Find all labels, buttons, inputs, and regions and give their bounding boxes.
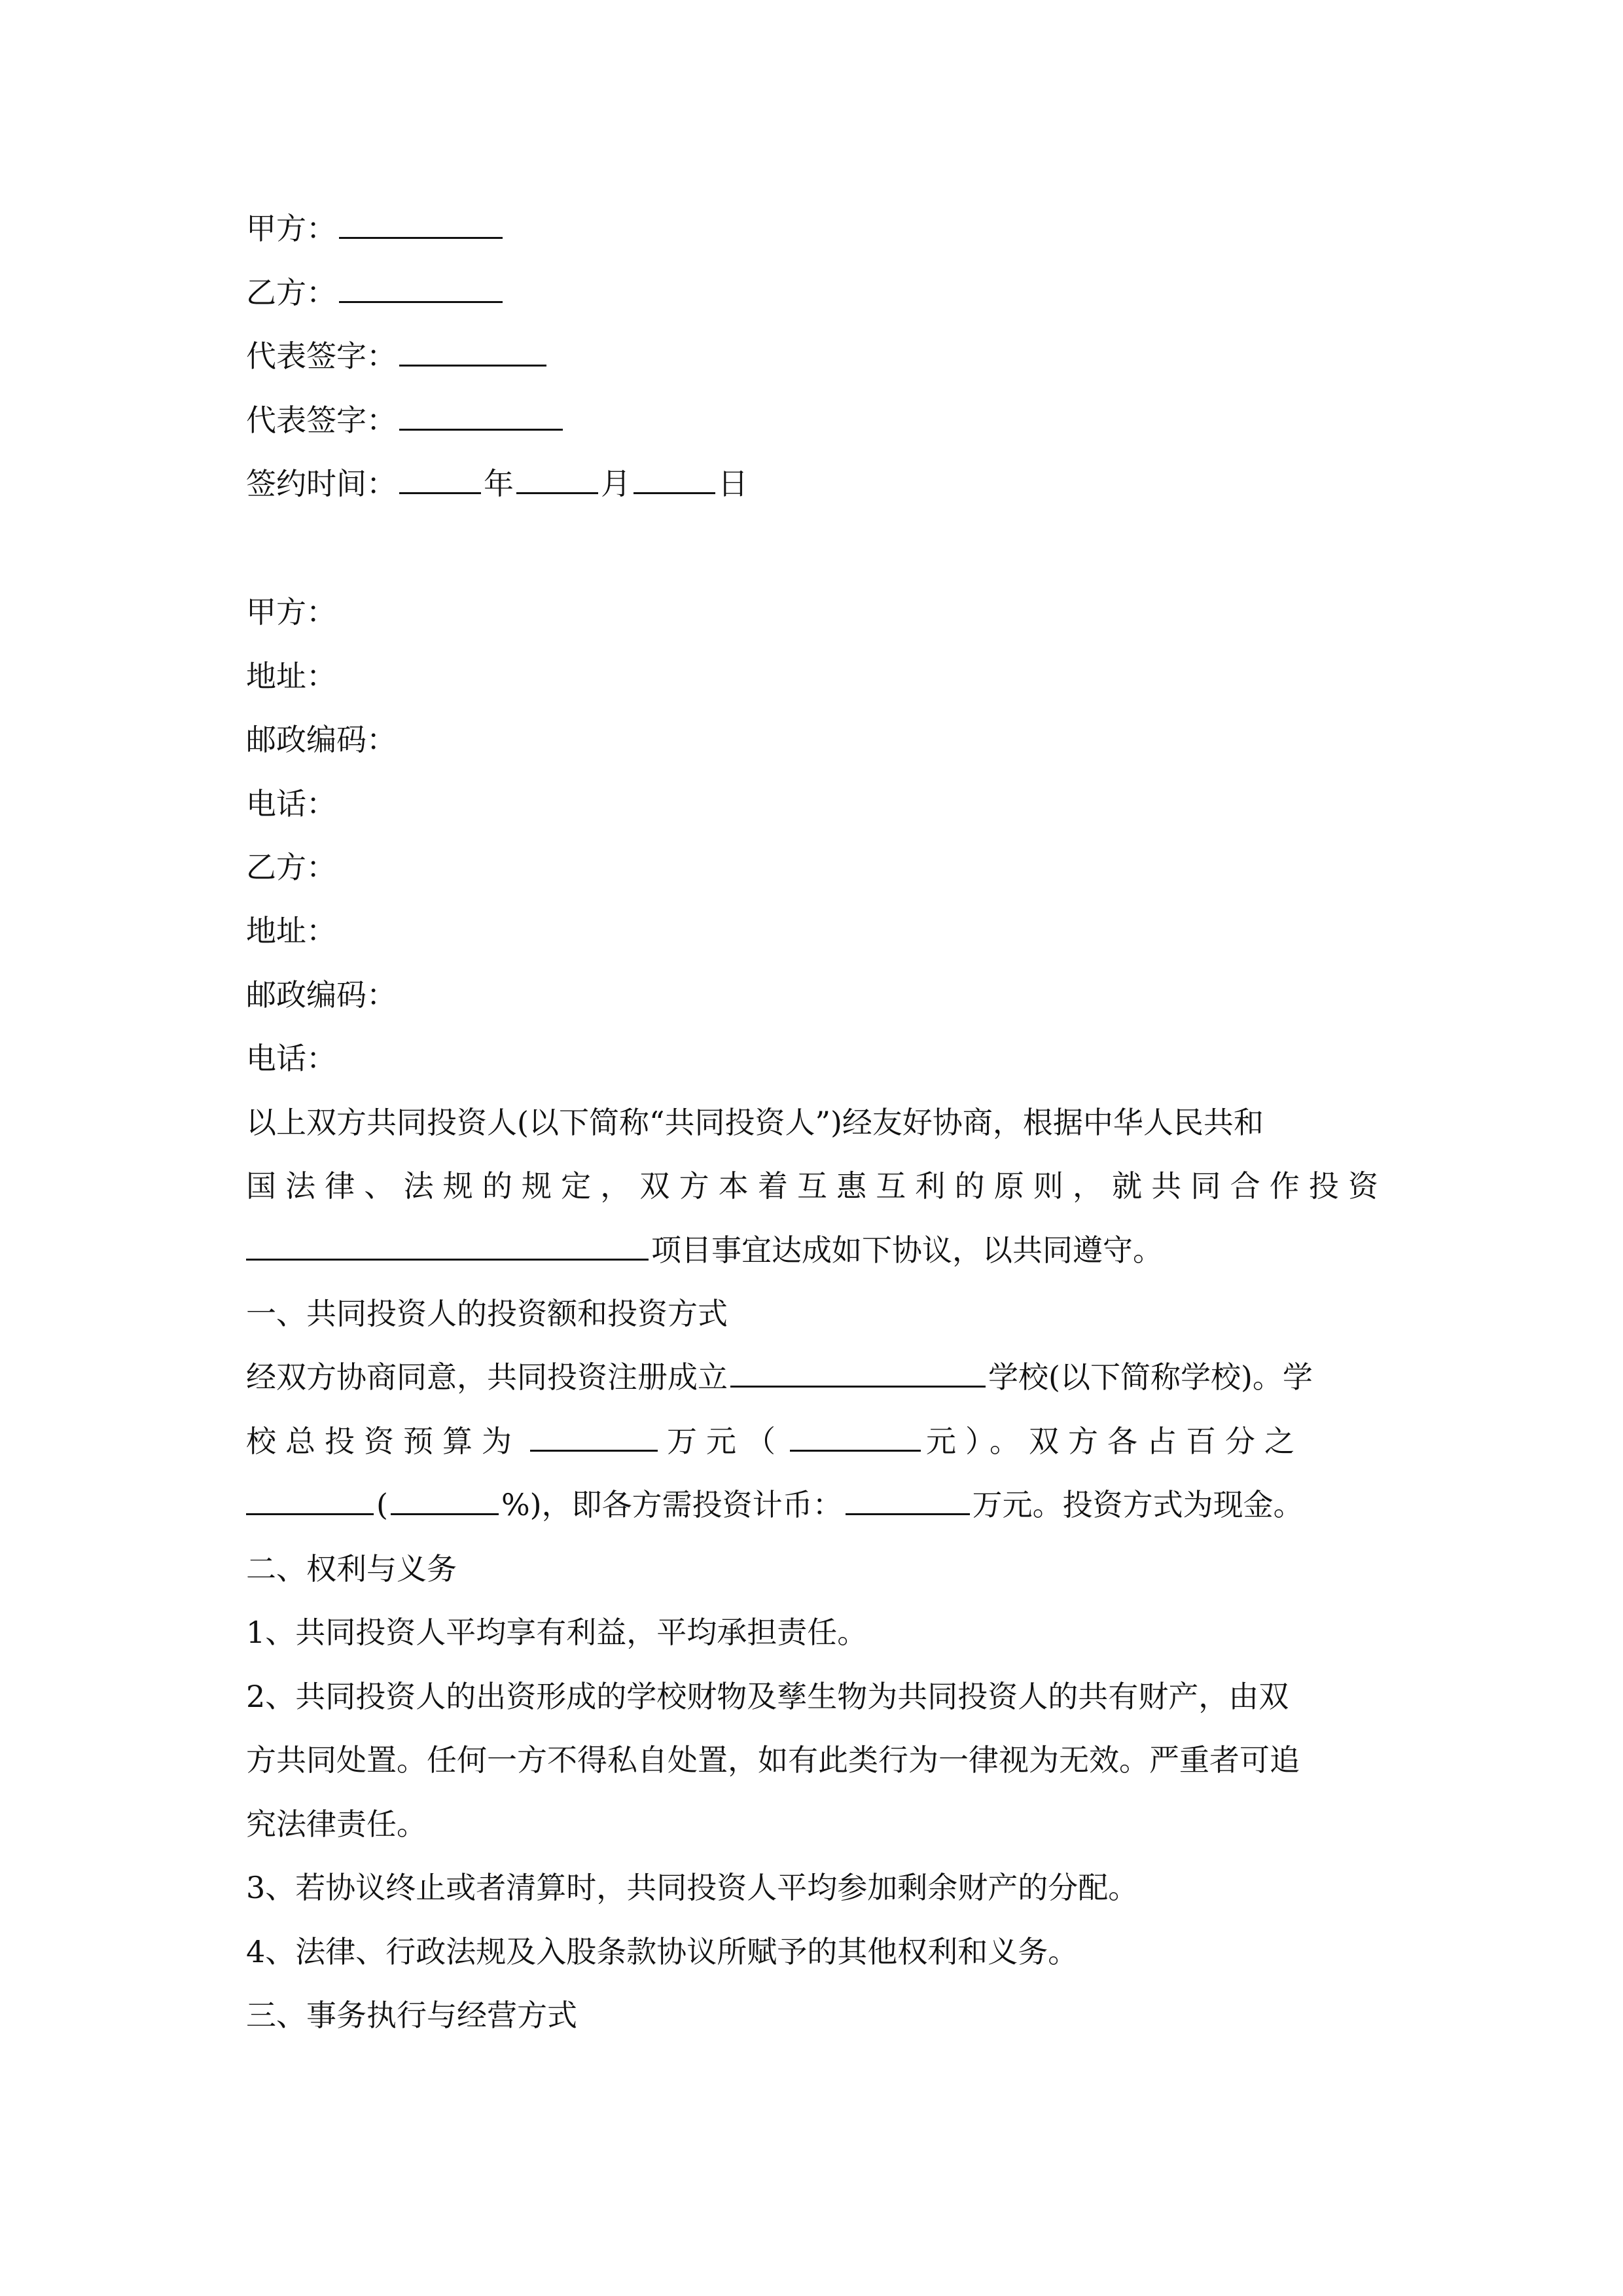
section-1-line-1-suffix: 学校(以下简称学校)。学	[988, 1359, 1313, 1395]
section-2-item-2-line-3: 究法律责任。	[246, 1806, 427, 1842]
rep-sign-label-1: 代表签字：	[246, 338, 397, 374]
section-1-line-2-mid2: 元）。双方各占百分之	[926, 1424, 1304, 1459]
day-label: 日	[718, 466, 748, 501]
party-b-title: 乙方：	[246, 850, 336, 885]
party-a-address: 地址：	[246, 658, 336, 694]
project-name-blank[interactable]	[246, 1258, 649, 1261]
section-1-line-1-prefix: 经双方协商同意，共同投资注册成立	[246, 1359, 728, 1395]
party-a-blank[interactable]	[339, 236, 503, 239]
year-blank[interactable]	[399, 492, 481, 494]
rep-sign-blank-1[interactable]	[399, 364, 546, 367]
section-2-item-2-line-1: 2、共同投资人的出资形成的学校财物及孳生物为共同投资人的共有财产，由双	[246, 1679, 1289, 1714]
rep-sign-line-2	[246, 388, 1378, 452]
section-1-line-1	[246, 1345, 1378, 1409]
section-1-line-2	[246, 1409, 1378, 1473]
section-1-line-2-mid1: 万元（	[667, 1424, 785, 1459]
rep-sign-line-1	[246, 324, 1378, 388]
share-text-blank[interactable]	[246, 1513, 374, 1515]
party-b-signature-line	[246, 260, 1378, 325]
section-2-item-4: 4、法律、行政法规及入股条款协议所赋予的其他权利和义务。	[246, 1934, 1079, 1969]
budget-wan-blank[interactable]	[530, 1449, 658, 1452]
month-label: 月	[601, 466, 631, 501]
school-name-blank[interactable]	[730, 1385, 986, 1388]
party-a-title: 甲方：	[246, 594, 336, 630]
party-a-signature-line	[246, 196, 1378, 260]
section-2-item-1: 1、共同投资人平均享有利益，平均承担责任。	[246, 1615, 868, 1650]
party-b-address: 地址：	[246, 913, 336, 948]
rep-sign-label-2: 代表签字：	[246, 403, 397, 438]
section-1-line-3-suffix: 万元。投资方式为现金。	[972, 1487, 1304, 1522]
day-blank[interactable]	[633, 492, 715, 494]
sign-date-line	[246, 452, 1378, 516]
section-2-heading: 二、权利与义务	[246, 1551, 457, 1587]
section-1-line-3-pct: %)，即各方需投资计币：	[501, 1487, 843, 1522]
party-a-label: 甲方：	[246, 211, 336, 246]
party-b-phone: 电话：	[246, 1041, 336, 1076]
preamble-line-3	[246, 1218, 1378, 1282]
sign-date-label: 签约时间：	[246, 466, 397, 501]
section-1-line-3	[246, 1473, 1378, 1537]
each-investment-blank[interactable]	[846, 1513, 970, 1515]
section-1-line-3-open: (	[376, 1487, 388, 1522]
rep-sign-blank-2[interactable]	[399, 428, 563, 431]
budget-yuan-blank[interactable]	[790, 1449, 921, 1452]
share-percent-blank[interactable]	[391, 1513, 499, 1515]
party-a-phone: 电话：	[246, 786, 336, 821]
section-2-item-3: 3、若协议终止或者清算时，共同投资人平均参加剩余财产的分配。	[246, 1870, 1139, 1905]
party-a-postcode: 邮政编码：	[246, 722, 397, 757]
preamble-line-1: 以上双方共同投资人(以下简称“共同投资人”)经友好协商，根据中华人民共和	[246, 1105, 1264, 1140]
section-2-item-2-line-2: 方共同处置。任何一方不得私自处置，如有此类行为一律视为无效。严重者可追	[246, 1742, 1300, 1778]
section-1-line-2-prefix: 校总投资预算为	[246, 1424, 521, 1459]
preamble-line-2: 国法律、法规的规定，双方本着互惠互利的原则，就共同合作投资	[246, 1168, 1378, 1204]
party-b-postcode: 邮政编码：	[246, 977, 397, 1013]
preamble-line-3-text: 项目事宜达成如下协议，以共同遵守。	[651, 1232, 1163, 1268]
party-b-label: 乙方：	[246, 275, 336, 310]
party-b-blank[interactable]	[339, 300, 503, 303]
month-blank[interactable]	[516, 492, 598, 494]
section-3-heading: 三、事务执行与经营方式	[246, 1998, 577, 2033]
year-label: 年	[484, 466, 514, 501]
section-1-heading: 一、共同投资人的投资额和投资方式	[246, 1296, 728, 1331]
